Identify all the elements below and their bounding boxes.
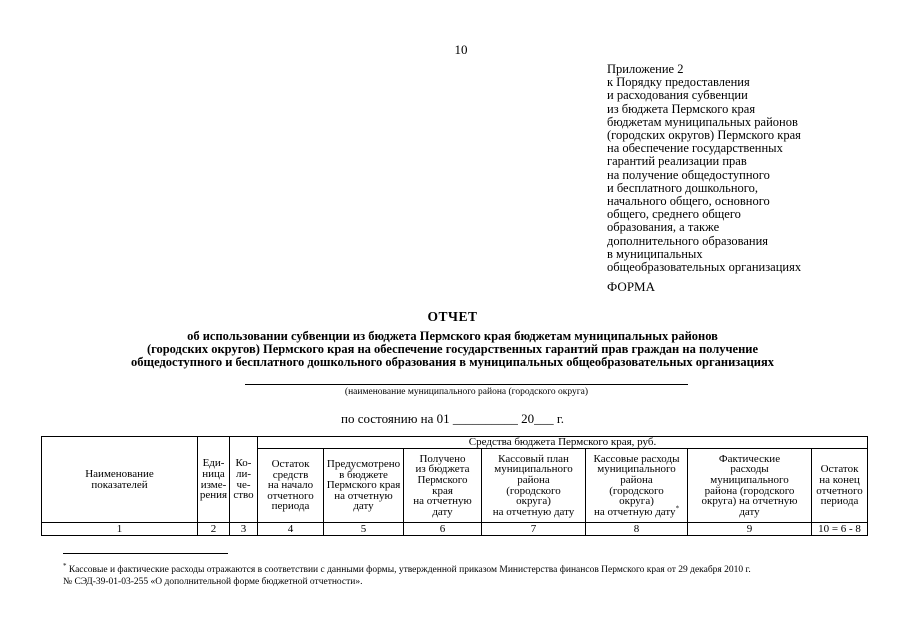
column-number-cell: 2 [198,523,230,536]
appendix-line: дополнительного образования [607,233,769,248]
form-label: ФОРМА [607,279,655,294]
footnote-separator [63,553,228,554]
column-number-cell: 6 [404,523,482,536]
appendix-line: и расходования субвенции [607,88,748,103]
header-cell-closing-balance: Остаток на конец отчетного периода [812,449,868,523]
appendix-line: гарантий реализации прав [607,154,747,169]
appendix-line: начального общего, основного [607,194,770,209]
report-subtitle [30,330,875,370]
municipality-name-caption: (наименование муниципального района (городского округа) [344,387,589,397]
footnote-line: * Кассовые и фактические расходы отражаются в соответствии с данными формы, утвержденной приказом Министерства финансов Пермского края от 29 декабря 2010 г. [63,562,751,576]
column-number-cell: 8 [586,523,688,536]
column-number-cell: 4 [258,523,324,536]
appendix-line: в муниципальных [607,246,703,261]
appendix-line: на обеспечение государственных [607,141,783,156]
header-group-budget-funds: Средства бюджета Пермского края, руб. [258,437,868,449]
municipality-name-line [245,384,688,385]
column-number-cell: 3 [230,523,258,536]
subtitle-line: (городских округов) Пермского края на обеспечение государственных гарантий прав граждан на получение [146,342,759,357]
appendix-line: общеобразовательных организациях [607,260,802,275]
subtitle-line: об использовании субвенции из бюджета Пермского края бюджетам муниципальных районов [187,329,718,343]
header-cell-actual-expenses: Фактические расходы муниципального района (городского округа) на отчетную дату [688,449,812,523]
appendix-line: (городских округов) Пермского края [607,128,801,143]
footnote-line: № СЭД-39-01-03-255 «О дополнительной форме бюджетной отчетности». [63,577,363,588]
footnote-mark: * [63,562,67,570]
appendix-line: и бесплатного дошкольного, [607,180,758,195]
appendix-line: Приложение 2 [607,62,684,76]
as-of-date-line: по состоянию на 01 __________ 20___ г. [340,411,565,426]
header-cell-received: Получено из бюджета Пермского края на отчетную дату [404,449,482,523]
appendix-line: к Порядку предоставления [607,75,750,90]
column-number-cell: 1 [42,523,198,536]
report-table [41,436,868,536]
page-number: 10 [454,42,468,57]
appendix-line: образования, а также [607,220,720,235]
header-cell-unit: Еди- ница изме- рения [198,437,230,523]
subtitle-line: общедоступного и бесплатного дошкольного образования в муниципальных общеобразовательных организациях [131,355,774,370]
appendix-line: на получение общедоступного [607,167,770,182]
header-cell-planned: Предусмотрено в бюджете Пермского края на отчетную дату [324,449,404,523]
appendix-line: из бюджета Пермского края [607,101,756,116]
report-title: ОТЧЕТ [427,309,478,324]
column-number-cell: 10 = 6 - 8 [812,523,868,536]
appendix-header [607,63,897,274]
appendix-line: бюджетам муниципальных районов [607,114,798,129]
column-number-cell: 5 [324,523,404,536]
appendix-line: общего, среднего общего [607,207,741,222]
footnote-mark: * [675,504,680,513]
column-number-cell: 7 [482,523,586,536]
column-number-cell: 9 [688,523,812,536]
header-cell-quantity: Ко- ли- че- ство [230,437,258,523]
header-cell-name: Наименование показателей [42,437,198,523]
header-cell-cash-expenses: Кассовые расходы муниципального района (городского округа) на отчетную дату* [586,449,688,523]
footnote [63,560,868,588]
header-cell-opening-balance: Остаток средств на начало отчетного периода [258,449,324,523]
header-cell-cash-plan: Кассовый план муниципального района (городского округа) на отчетную дату [482,449,586,523]
